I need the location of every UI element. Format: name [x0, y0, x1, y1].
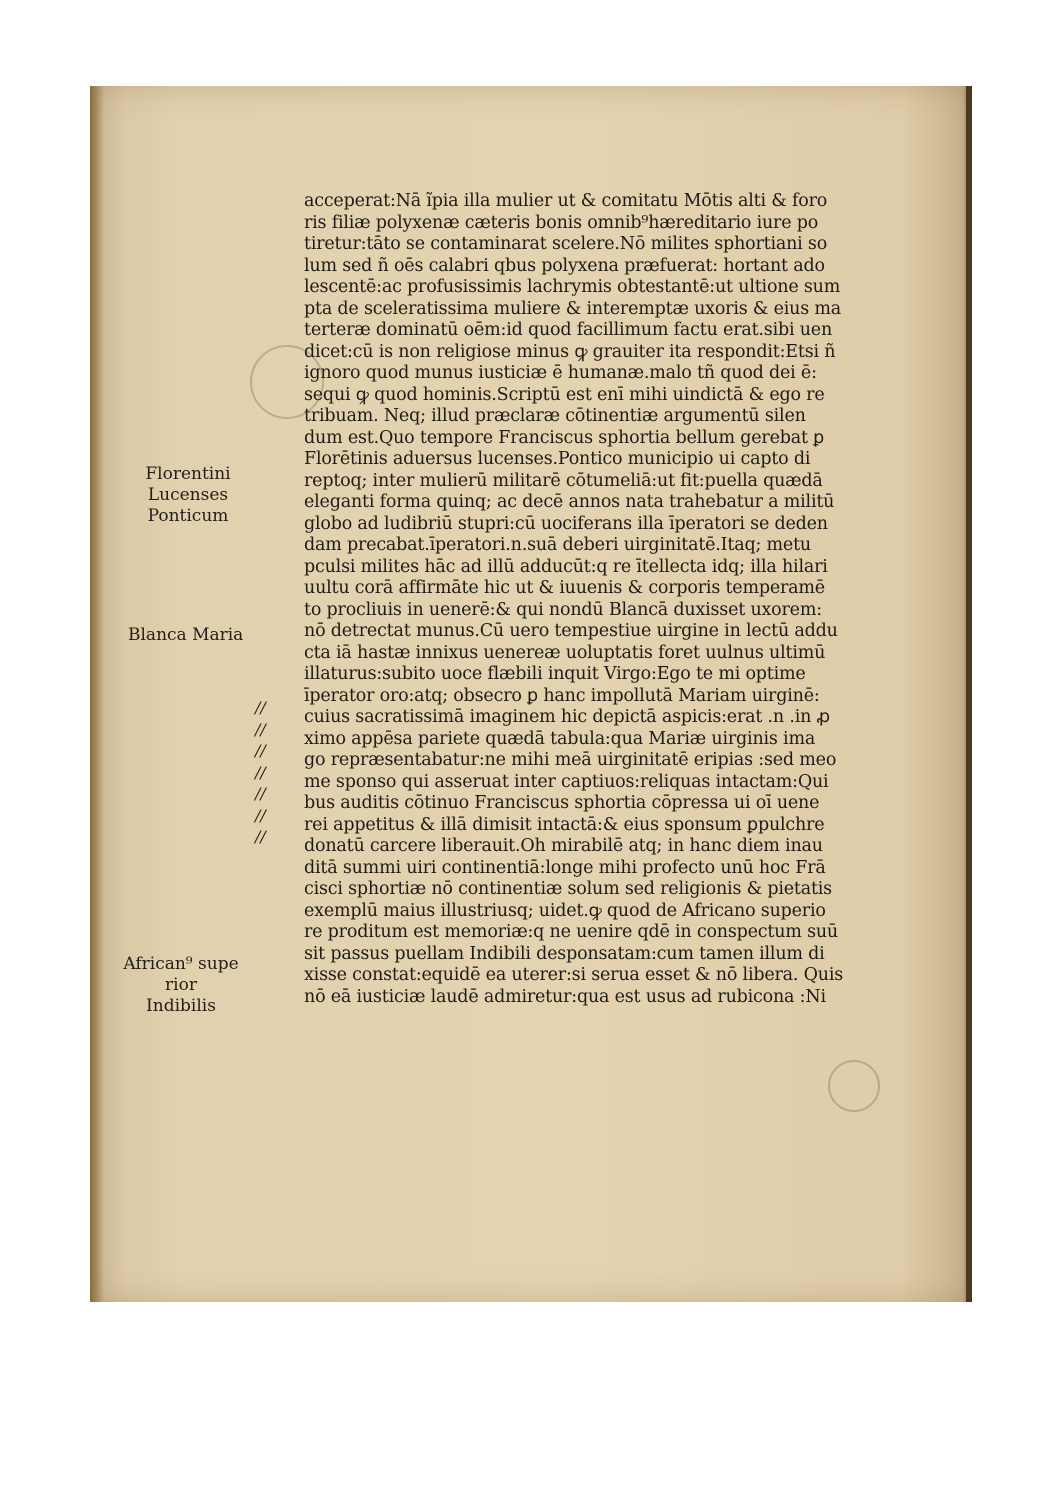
text-line: to procliuis in uenerē:& qui nondū Blancā duxisset uxorem:: [304, 599, 822, 620]
gloss-line: Indibilis: [146, 996, 216, 1016]
text-line: ris filiæ polyxenæ cæteris bonis omnib⁹hæreditario iure po: [304, 212, 819, 233]
text-line: eleganti forma quinq; ac decē annos nata trahebatur a militū: [304, 492, 835, 512]
text-line: cisci sphortiæ nō continentiæ solum sed religionis & pietatis: [304, 879, 832, 899]
marginal-gloss-florentini: [128, 464, 248, 527]
gloss-line: Florentini: [145, 464, 231, 484]
text-line: Florētinis aduersus lucenses.Pontico municipio ui capto di: [304, 449, 811, 469]
text-line: dum est.Quo tempore Franciscus sphortia bellum gerebat ꝑ: [304, 427, 825, 448]
text-line: sit passus puellam Indibili desponsatam:cum tamen illum di: [304, 943, 825, 964]
text-line: donatū carcere liberauit.Oh mirabilē atq; in hanc diem inau: [304, 836, 823, 856]
library-stamp: [250, 345, 324, 419]
quote-mark: //: [255, 762, 266, 782]
quote-mark: //: [255, 827, 266, 846]
text-line: dicet:cū is non religiose minus ꝙ grauiter ita respondit:Etsi ñ: [304, 341, 836, 362]
text-line: nō eā iusticiæ laudē admiretur:qua est usus ad rubicona :Ni: [304, 986, 826, 1007]
marginal-gloss-blanca: [128, 625, 278, 646]
text-line: me sponso qui asseruat inter captiuos:reliquas intactam:Qui: [304, 771, 829, 792]
quote-mark: //: [255, 698, 266, 717]
text-line: ximo appēsa pariete quædā tabula:qua Mariæ uirginis ima: [304, 728, 816, 749]
text-line: dam precabat.īperatori.n.suā deberi uirginitatē.Itaq; metu: [304, 535, 811, 555]
text-line: tribuam. Neq; illud præclaræ cōtinentiæ argumentū silen: [304, 406, 806, 426]
gloss-line: rior: [165, 975, 197, 995]
text-line: sequi ꝙ quod hominis.Scriptū est enī mihi uindictā & ego re: [304, 384, 825, 405]
text-line: lescentē:ac profusissimis lachrymis obtestantē:ut ultione sum: [304, 277, 841, 297]
text-line: cuius sacratissimā imaginem hic depictā aspicis:erat .n .in ꝓ: [304, 707, 830, 727]
gloss-line: Ponticum: [147, 506, 229, 526]
text-line: reptoq; inter mulierū militarē cōtumeliā:ut fit:puella quædā: [304, 470, 823, 491]
text-line: globo ad ludibriū stupri:cū uociferans illa īperatori se deden: [304, 513, 828, 534]
text-line: uultu corā affirmāte hic ut & iuuenis & corporis temperamē: [304, 578, 825, 598]
text-line: cta iā hastæ innixus uenereæ uoluptatis foret uulnus ultimū: [304, 642, 826, 663]
quote-mark: //: [255, 805, 266, 825]
text-line: terteræ dominatū oēm:id quod facillimum factu erat.sibi uen: [304, 320, 833, 340]
text-line: lum sed ñ oēs calabri qbus polyxena præfuerat: hortant ado: [304, 255, 825, 276]
quote-mark: //: [255, 784, 266, 803]
text-line: rei appetitus & illā dimisit intactā:& eius sponsum ꝑpulchre: [304, 814, 825, 835]
gloss-line: Lucenses: [147, 485, 229, 505]
text-line: xisse constat:equidē ea uterer:si serua esset & nō libera. Quis: [304, 965, 844, 985]
main-text-block: [304, 191, 904, 1008]
text-line: pta de sceleratissima muliere & interemptæ uxoris & eius ma: [304, 298, 841, 319]
text-line: īperator oro:atq; obsecro ꝑ hanc impollutā Mariam uirginē:: [304, 685, 820, 706]
gloss-line: Blanca Maria: [128, 625, 244, 645]
text-line: re proditum est memoriæ:q ne uenire qdē in conspectum suū: [304, 922, 838, 942]
quote-mark: //: [255, 741, 266, 760]
text-line: tiretur:tāto se contaminarat scelere.Nō milites sphortiani so: [304, 234, 828, 254]
quote-mark: //: [255, 719, 266, 739]
text-line: go repræsentabatur:ne mihi meā uirginitatē eripias :sed meo: [304, 750, 837, 770]
marginal-gloss-african: [106, 954, 256, 1017]
text-line: bus auditis cōtinuo Franciscus sphortia cōpressa ui oī uene: [304, 793, 820, 813]
text-line: illaturus:subito uoce flæbili inquit Virgo:Ego te mi optime: [304, 664, 806, 684]
text-line: nō detrectat munus.Cū uero tempestiue uirgine in lectū addu: [304, 621, 838, 641]
quotation-marks: [255, 697, 266, 848]
text-line: ditā summi uiri continentiā:longe mihi profecto unū hoc Frā: [304, 857, 826, 878]
text-line: acceperat:Nā ĩpia illa mulier ut & comitatu Mōtis alti & foro: [304, 191, 828, 211]
text-line: ignoro quod munus iusticiæ ē humanæ.malo tñ quod dei ē:: [304, 363, 817, 383]
gloss-line: African⁹ supe: [123, 954, 239, 974]
text-line: exemplū maius illustriusq; uidet.ꝙ quod de Africano superio: [304, 900, 826, 921]
library-stamp: [828, 1060, 880, 1112]
text-line: pculsi milites hāc ad illū adducūt:q re ītellecta idq; illa hilari: [304, 556, 828, 577]
